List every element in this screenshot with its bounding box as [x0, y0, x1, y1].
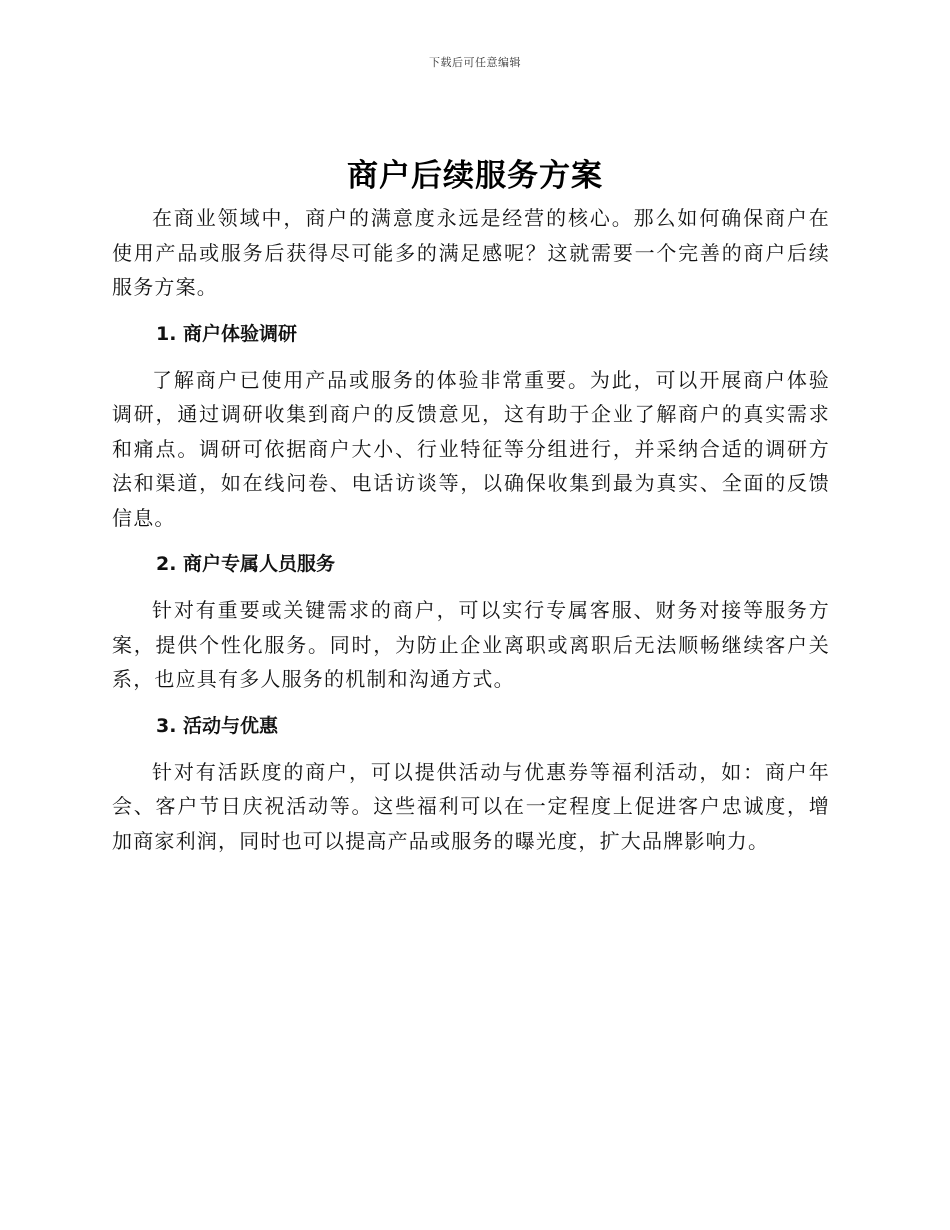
- document-body: [112, 201, 830, 858]
- section-heading-1: 1. 商户体验调研: [156, 322, 298, 345]
- intro-paragraph: 在商业领域中，商户的满意度永远是经营的核心。那么如何确保商户在使用产品或服务后获得尽可能多的满足感呢？这就需要一个完善的商户后续服务方案。: [112, 206, 830, 299]
- section-heading-3: 3. 活动与优惠: [156, 714, 279, 737]
- section-body-3: 针对有活跃度的商户，可以提供活动与优惠券等福利活动，如：商户年会、客户节日庆祝活动等。这些福利可以在一定程度上促进客户忠诚度，增加商家利润，同时也可以提高产品或服务的曝光度，扩大品牌影响力。: [112, 759, 830, 853]
- header-note: 下载后可任意编辑: [429, 56, 521, 69]
- section-body-2: 针对有重要或关键需求的商户，可以实行专属客服、财务对接等服务方案，提供个性化服务。同时，为防止企业离职或离职后无法顺畅继续客户关系，也应具有多人服务的机制和沟通方式。: [112, 598, 830, 691]
- section-heading-2: 2. 商户专属人员服务: [156, 553, 336, 575]
- document-title: 商户后续服务方案: [347, 158, 603, 194]
- section-body-1: 了解商户已使用产品或服务的体验非常重要。为此，可以开展商户体验调研，通过调研收集到商户的反馈意见，这有助于企业了解商户的真实需求和痛点。调研可依据商户大小、行业特征等分组进行，并采纳合适的调研方法和渠道，如在线问卷、电话访谈等，以确保收集到最为真实、全面的反馈信息。: [112, 367, 830, 530]
